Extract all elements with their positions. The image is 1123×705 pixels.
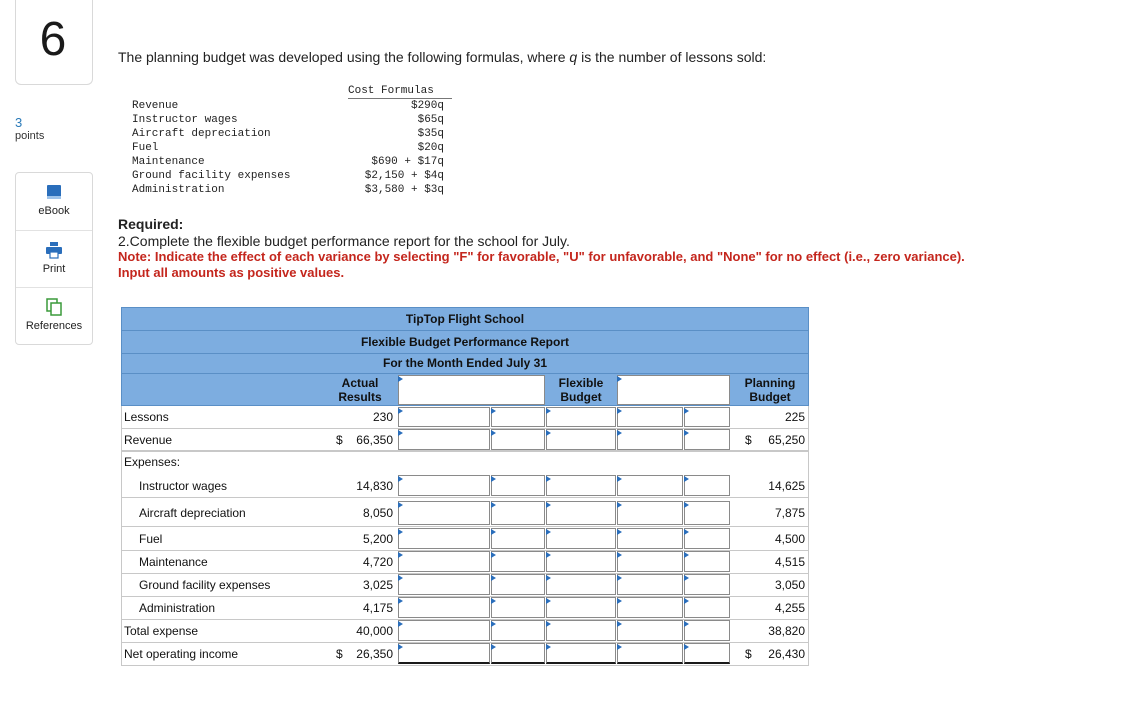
row-label-administration: Administration xyxy=(139,601,216,615)
references-icon xyxy=(45,298,63,316)
planning-total-expense: 38,820 xyxy=(768,624,805,638)
formula-row: Instructor wages $65q xyxy=(132,114,444,126)
planning-revenue: 65,250 xyxy=(768,433,805,447)
row-label-ground-facility-expenses: Ground facility expenses xyxy=(139,578,271,592)
planning-net-operating-income: 26,430 xyxy=(768,647,805,661)
report-body xyxy=(121,406,809,665)
references-button[interactable] xyxy=(16,287,92,345)
actual-maintenance: 4,720 xyxy=(362,555,393,569)
cost-formulas-header: Cost Formulas xyxy=(348,85,452,99)
actual-fuel: 5,200 xyxy=(362,532,393,546)
row-label-lessons: Lessons xyxy=(124,410,169,424)
planning-instructor-wages: 14,625 xyxy=(768,479,805,493)
row-label-net-operating-income: Net operating income xyxy=(124,647,239,661)
actual-revenue: 66,350 xyxy=(356,433,393,447)
report-period: For the Month Ended July 31 xyxy=(121,353,809,374)
book-icon xyxy=(45,183,63,201)
planning-fuel: 4,500 xyxy=(774,532,805,546)
actual-ground-facility-expenses: 3,025 xyxy=(362,578,393,592)
points-label: points xyxy=(15,130,45,142)
actual-aircraft-depreciation: 8,050 xyxy=(362,506,393,520)
report-title: Flexible Budget Performance Report xyxy=(121,330,809,354)
row-label-total-expense: Total expense xyxy=(124,624,199,638)
actual-instructor-wages: 14,830 xyxy=(356,479,393,493)
formula-row: Ground facility expenses $2,150 + $4q xyxy=(132,170,444,182)
planning-lessons: 225 xyxy=(784,410,805,424)
formula-row: Fuel $20q xyxy=(132,142,444,154)
actual-currency-sign: $ xyxy=(336,433,343,447)
printer-icon xyxy=(45,241,63,259)
planning-currency-sign: $ xyxy=(745,647,752,661)
required-label: Required: xyxy=(118,216,184,232)
formula-row: Maintenance $690 + $17q xyxy=(132,156,444,168)
print-label: Print xyxy=(42,263,66,275)
formula-row: Administration $3,580 + $3q xyxy=(132,184,444,196)
formula-row: Aircraft depreciation $35q xyxy=(132,128,444,140)
report-company: TipTop Flight School xyxy=(121,307,809,331)
column-header-input-1[interactable] xyxy=(398,375,545,405)
question-intro: The planning budget was developed using the following formulas, where q is the number of lessons sold: xyxy=(118,49,767,65)
formula-row: Revenue $290q xyxy=(132,100,444,112)
dropdown-marker-icon xyxy=(617,376,622,382)
ebook-label: eBook xyxy=(38,205,70,217)
col-actual-results: Actual Results xyxy=(338,376,382,404)
actual-currency-sign: $ xyxy=(336,647,343,661)
instruction-note: Note: Indicate the effect of each variance by selecting "F" for favorable, "U" for unfavorable, and "None" for no effect (i.e., zero variance). Input all amounts as positive values. xyxy=(118,249,965,280)
expenses-label: Expenses: xyxy=(124,455,181,469)
dropdown-marker-icon xyxy=(398,376,403,382)
planning-ground-facility-expenses: 3,050 xyxy=(774,578,805,592)
column-header-input-2[interactable] xyxy=(617,375,730,405)
planning-aircraft-depreciation: 7,875 xyxy=(774,506,805,520)
planning-maintenance: 4,515 xyxy=(774,555,805,569)
required-text: 2.Complete the flexible budget performance report for the school for July. xyxy=(118,233,570,249)
col-planning-budget: Planning Budget xyxy=(744,376,796,404)
actual-net-operating-income: 26,350 xyxy=(356,647,393,661)
planning-currency-sign: $ xyxy=(745,433,752,447)
actual-lessons: 230 xyxy=(372,410,393,424)
col-flexible-budget: Flexible Budget xyxy=(558,376,604,404)
points-value: 3 xyxy=(15,115,23,130)
row-label-revenue: Revenue xyxy=(124,433,173,447)
row-label-maintenance: Maintenance xyxy=(139,555,208,569)
row-label-instructor-wages: Instructor wages xyxy=(139,479,228,493)
question-number: 6 xyxy=(39,13,67,66)
row-divider xyxy=(121,665,809,666)
ebook-button[interactable] xyxy=(16,173,92,230)
row-label-fuel: Fuel xyxy=(139,532,163,546)
actual-administration: 4,175 xyxy=(362,601,393,615)
actual-total-expense: 40,000 xyxy=(356,624,393,638)
tools-panel xyxy=(15,172,93,345)
planning-administration: 4,255 xyxy=(774,601,805,615)
print-button[interactable] xyxy=(16,230,92,288)
variable-q: q xyxy=(569,49,578,65)
row-label-aircraft-depreciation: Aircraft depreciation xyxy=(139,506,246,520)
references-label: References xyxy=(25,320,83,332)
